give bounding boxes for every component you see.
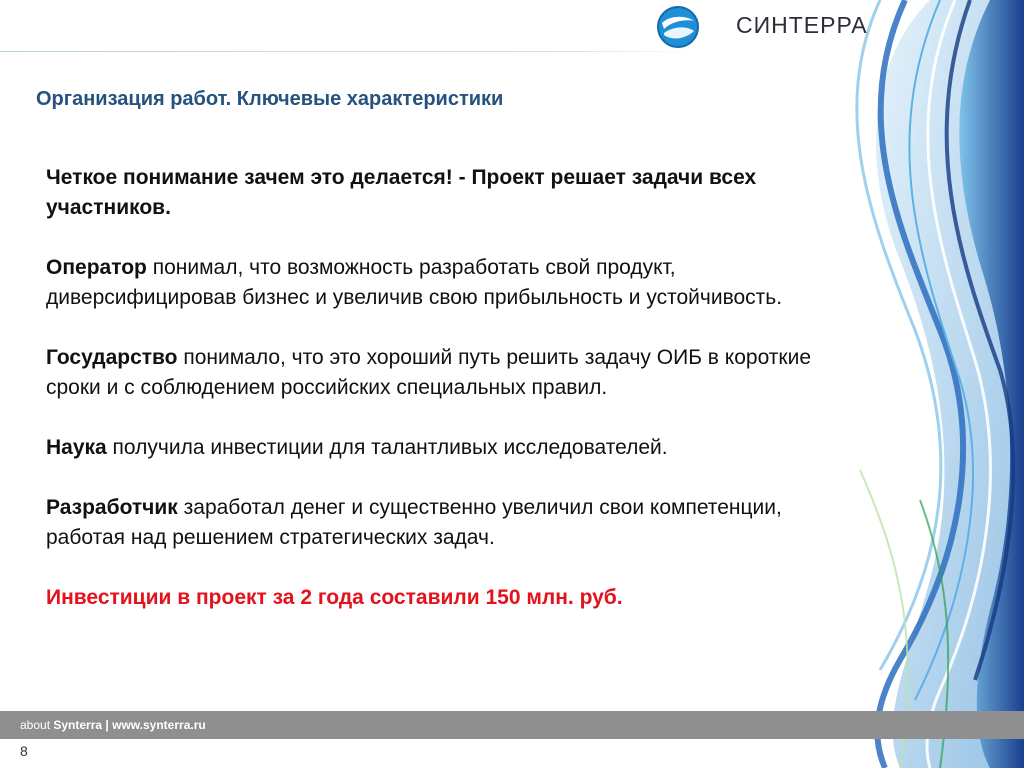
footer-text (20, 718, 206, 732)
list-item (46, 433, 866, 463)
slide-body (46, 163, 866, 643)
item-term: Наука (46, 436, 107, 459)
investment-highlight: Инвестиции в проект за 2 года составили 150 млн. руб. (46, 586, 623, 609)
footer-about: about (20, 718, 54, 732)
item-text: понимало, что это хороший путь решить задачу ОИБ в короткие сроки и с соблюдением российских специальных правил. (46, 346, 812, 399)
list-item (46, 493, 866, 553)
slide-title: Организация работ. Ключевые характеристики (36, 88, 504, 110)
list-item (46, 253, 866, 313)
page-number: 8 (20, 743, 28, 759)
list-item (46, 343, 866, 403)
item-text: получила инвестиции для талантливых исследователей. (106, 436, 668, 459)
lead-statement: Четкое понимание зачем это делается! - Проект решает задачи всех участников. (46, 166, 757, 219)
item-term: Государство (46, 346, 178, 369)
item-text: понимал, что возможность разработать свой продукт, диверсифицировав бизнес и увеличив свою прибыльность и устойчивость. (46, 256, 783, 309)
synterra-globe-icon (656, 5, 700, 49)
header-divider (0, 51, 700, 52)
footer-bar (0, 711, 1024, 739)
item-text: заработал денег и существенно увеличил свои компетенции, работая над решением стратегических задач. (46, 496, 782, 549)
footer-company: Synterra (53, 718, 103, 732)
item-term: Оператор (46, 256, 147, 279)
footer-url[interactable]: www.synterra.ru (112, 718, 206, 732)
footer-separator: | (102, 718, 113, 732)
brand-logo-text: СИНТЕРРА (736, 12, 868, 38)
item-term: Разработчик (46, 496, 178, 519)
